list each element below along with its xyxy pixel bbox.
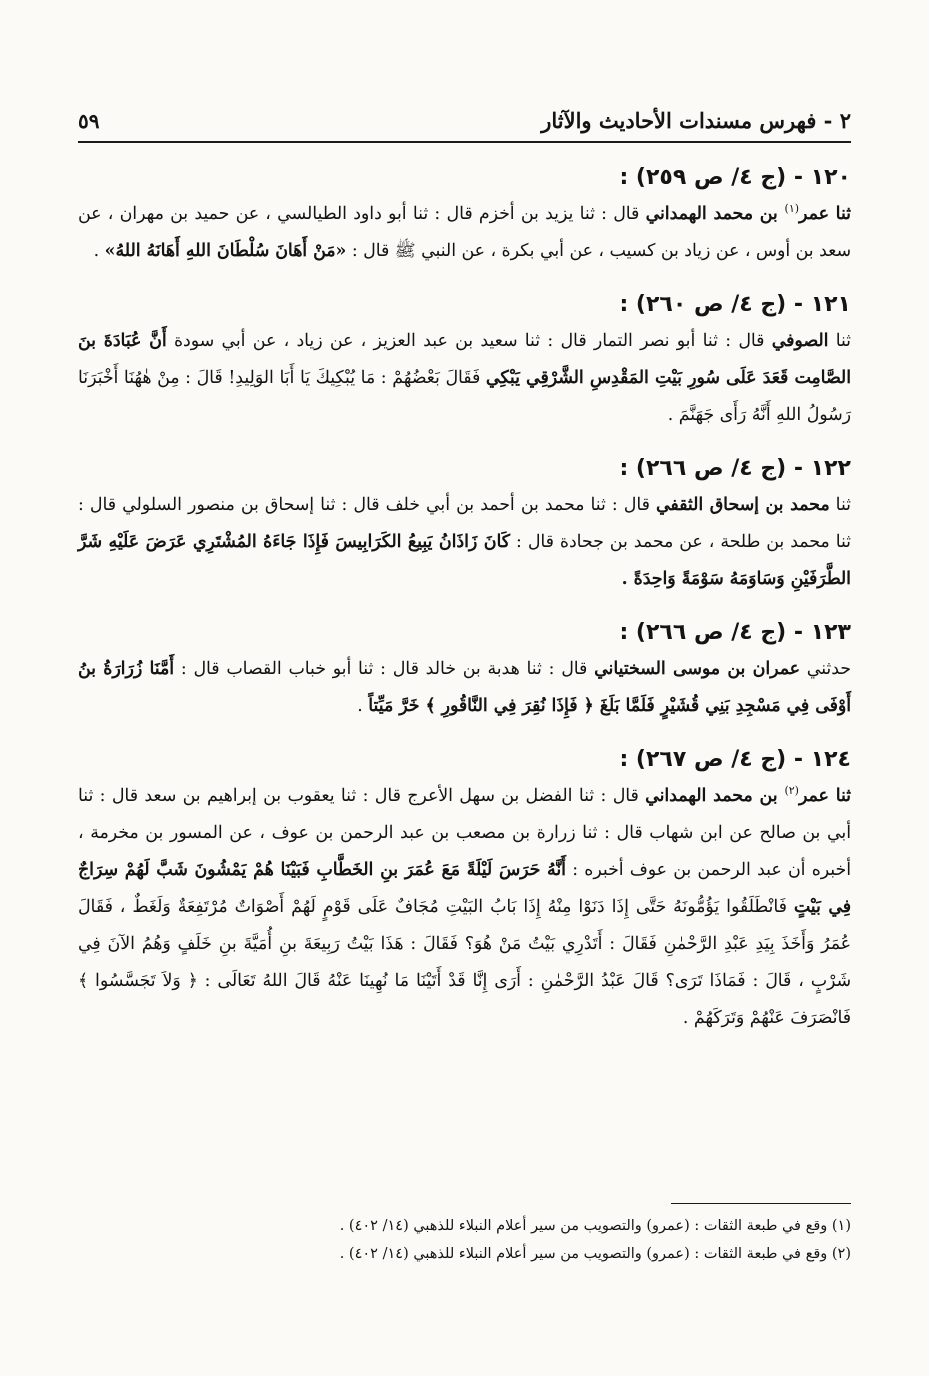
entry-123 (78, 620, 851, 725)
entry-end: وَسَاوَمَهُ سَوْمَةً وَاحِدَةً . (621, 569, 791, 589)
entry-heading: ١٢٤ - (ج ٤/ ص ٢٦٧) : (619, 747, 851, 772)
running-title: ٢ - فهرس مسندات الأحاديث والآثار (541, 108, 851, 133)
isnad: قال : ثنا يزيد بن أخزم قال : ثنا أبو داود الطيالسي ، عن حميد بن مهران ، عن سعد بن أوس ، عن زياد بن كسيب ، عن أبي بكرة ، عن النبي ﷺ قال : (78, 204, 851, 261)
narrator-start: ثنا عمر (799, 204, 851, 224)
entry-124 (78, 747, 851, 1037)
matn: أَنَّهُ حَرَسَ لَيْلَةً مَعَ عُمَرَ بنِ الخَطَّابِ فَبَيْنَا هُمْ يَمْشُونَ شَبَّ لَهُمْ سِرَاجٌ فِي بَيْتٍ (78, 860, 851, 917)
narrator-start: ثنا (829, 495, 851, 515)
footnote-divider (671, 1203, 851, 1204)
entry-end: فَقَالَ بَعْضُهُمْ : مَا يُبْكِيكَ يَا أَبَا الوَلِيدِ! قَالَ : مِنْ هٰهُنَا أَخْبَرَنَا رَسُولُ اللهِ أَنَّهُ رَأَى جَهَنَّمَ . (78, 368, 851, 425)
page (78, 108, 851, 1037)
matn-continued: فَانْطَلَقُوا يَؤُمُّونَهُ حَتَّى إِذَا دَنَوْا مِنْهُ إِذَا بَابُ البَيْتِ مُجَافٌ عَلَى قَوْمٍ لَهُمْ أَصْوَاتٌ مُرْتَفِعَةٌ وَلَغَطٌ ، فَقَالَ عُمَرُ وَأَخَذَ بِيَدِ عَبْدِ الرَّحْمٰنِ فَقَالَ : أَتَدْرِي بَيْتُ مَنْ هُوَ؟ فَقَالَ : هَذَا بَيْتُ رَبِيعَةَ بنِ أُمَيَّةَ بنِ خَلَفٍ وَهُمُ الآنَ فِي شَرْبٍ ، قَالَ : فَمَاذَا تَرَى؟ قَالَ عَبْدُ الرَّحْمٰنِ : أَرَى إِنَّا قَدْ أَتَيْنَا مَا نُهِينَا عَنْهُ قَالَ اللهُ تَعَالَى : ﴿ وَلاَ تَجَسَّسُوا ﴾ فَانْصَرَفَ عَنْهُمْ وَتَرَكَهُمْ . (78, 897, 851, 1028)
entry-heading: ١٢٢ - (ج ٤/ ص ٢٦٦) : (619, 456, 851, 481)
entry-text (78, 323, 851, 434)
narrator-name: الصوفي (771, 331, 829, 351)
entry-122 (78, 456, 851, 598)
matn: أَنَّ عُبَادَةَ بنَ الصَّامِت قَعَدَ عَلَى سُورِ بَيْتِ المَقْدِسِ الشَّرْقِي يَبْكِي (78, 331, 851, 388)
entry-heading: ١٢٠ - (ج ٤/ ص ٢٥٩) : (619, 165, 851, 190)
matn: أَمَّنَا زُرَارَةُ بنُ أَوْفَى فِي مَسْجِدِ بَنِي قُشَيْرٍ فَلَمَّا بَلَغَ ﴿ فَإِذَا نُقِرَ فِي النَّاقُورِ ﴾ خَرَّ مَيِّتاً (78, 659, 851, 716)
isnad: قال : ثنا أبو نصر التمار قال : ثنا سعيد بن عبد العزيز ، عن زياد ، عن أبي سودة (166, 331, 772, 351)
matn: «مَنْ أَهَانَ سُلْطَانَ اللهِ أَهَانَهُ اللهُ» (104, 241, 347, 261)
narrator-start: ثنا (828, 331, 851, 351)
entry-120 (78, 165, 851, 270)
page-number: ٥٩ (78, 109, 100, 133)
entry-end: . (93, 241, 105, 261)
entry-heading: ١٢٣ - (ج ٤/ ص ٢٦٦) : (619, 620, 851, 645)
entry-heading: ١٢١ - (ج ٤/ ص ٢٦٠) : (619, 292, 851, 317)
entry-text (78, 487, 851, 598)
matn: كَانَ زَاذَانُ يَبِيعُ الكَرَابِيسَ فَإِذَا جَاءَهُ المُشْتَرِي عَرَضَ عَلَيْهِ شَرَّ الطَّرَفَيْنِ (78, 532, 851, 589)
footnote-ref[interactable]: (١) (784, 202, 800, 216)
narrator-name: محمد بن إسحاق الثقفي (655, 495, 830, 515)
entry-text (78, 778, 851, 1037)
entry-121 (78, 292, 851, 434)
entry-text (78, 196, 851, 270)
narrator-start: ثنا عمر (798, 786, 851, 806)
narrator-start: حدثني (800, 659, 851, 679)
isnad: قال : ثنا الفضل بن سهل الأعرج قال : ثنا يعقوب بن إبراهيم بن سعد قال : ثنا أبي بن صالح عن ابن شهاب قال : ثنا زرارة بن مصعب بن عبد الرحمن بن عوف ، عن المسور بن مخرمة ، أخبره أن عبد الرحمن بن عوف أخبره : (78, 786, 851, 880)
narrator-name: بن محمد الهمداني (645, 786, 785, 806)
footnotes (78, 1212, 851, 1268)
isnad: قال : ثنا محمد بن أحمد بن أبي خلف قال : ثنا إسحاق بن منصور السلولي قال : ثنا محمد بن طلحة ، عن محمد بن جحادة قال : (78, 495, 851, 552)
narrator-name: بن محمد الهمداني (645, 204, 785, 224)
footnote-ref[interactable]: (٢) (784, 784, 799, 798)
narrator-name: عمران بن موسى السختياني (594, 659, 800, 679)
page-header (78, 108, 851, 143)
isnad: قال : ثنا هدبة بن خالد قال : ثنا أبو خباب القصاب قال : (174, 659, 595, 679)
footnote-1: (١) وقع في طبعة الثقات : (عمرو) والتصويب من سير أعلام النبلاء للذهبي (١٤/ ٤٠٢) . (339, 1218, 851, 1234)
entry-text (78, 651, 851, 725)
footnote-2: (٢) وقع في طبعة الثقات : (عمرو) والتصويب من سير أعلام النبلاء للذهبي (١٤/ ٤٠٢) . (339, 1246, 851, 1262)
entry-end: . (357, 696, 369, 716)
